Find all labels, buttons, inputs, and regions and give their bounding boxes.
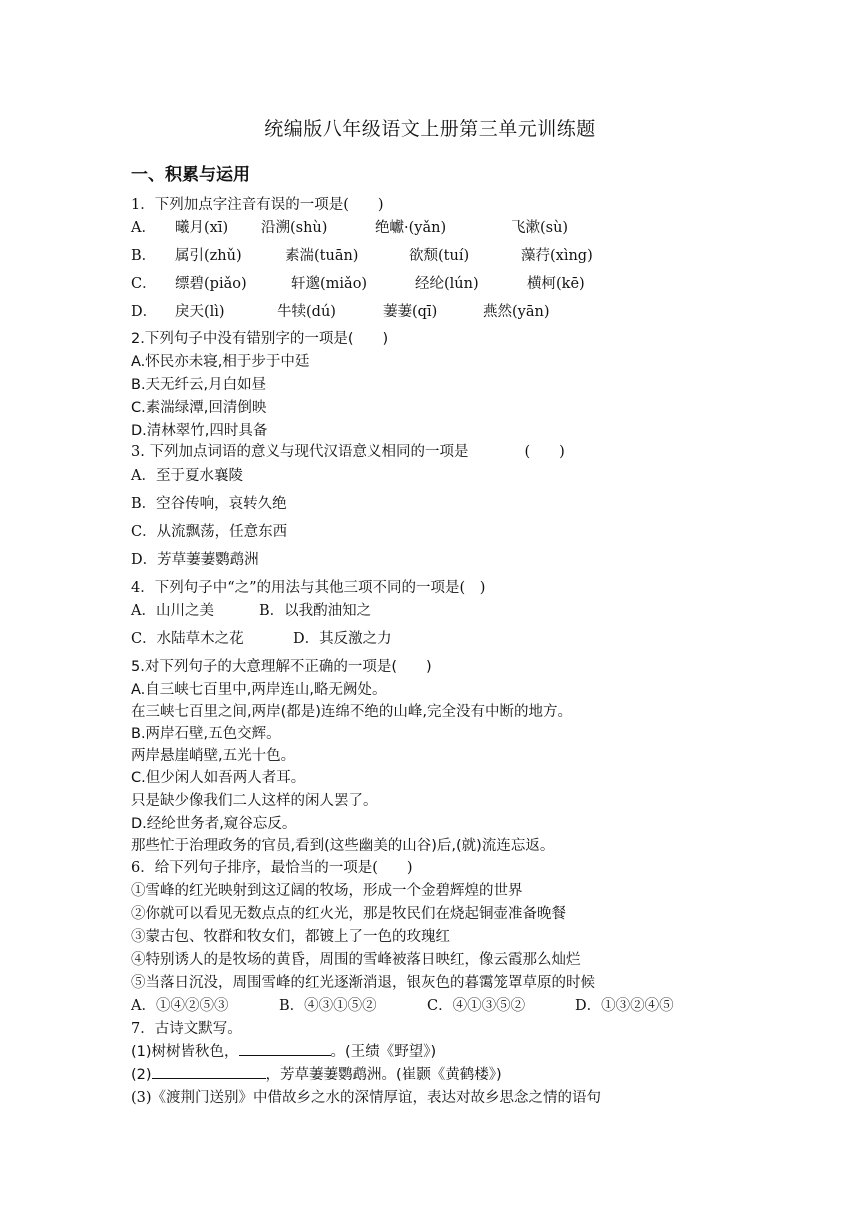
q6-sentence: ④特别诱人的是牧场的黄昏，周围的雪峰被落日映红，像云霞那么灿烂: [131, 952, 581, 968]
option-item: 藻荇(xìng): [521, 248, 593, 264]
q5-stem: 5.对下列句子的大意理解不正确的一项是( ): [131, 659, 432, 675]
answer-blank[interactable]: [152, 1077, 266, 1079]
q3-option-c: C．从流飘荡，任意东西: [131, 524, 288, 540]
q3-option-b: B．空谷传响，哀转久绝: [131, 496, 287, 512]
option-label: C．: [131, 276, 157, 292]
option-item: 素湍(tuān): [285, 248, 359, 264]
q1-option-c: [131, 277, 585, 292]
q1-option-a: [131, 221, 568, 236]
q4-stem: 4．下列句子中“之”的用法与其他三项不同的一项是( ): [131, 580, 486, 596]
q1-option-b: [131, 249, 593, 264]
q6-sentence: ①雪峰的红光映射到这辽阔的牧场，形成一个金碧辉煌的世界: [131, 883, 523, 899]
q5-line: 那些忙于治理政务的官员,看到(这些幽美的山谷)后,(就)流连忘返。: [131, 838, 555, 854]
q1-stem: 1．下列加点字注音有误的一项是( ): [131, 197, 384, 213]
q3-answer-paren: ( ): [524, 444, 565, 460]
q5-line: B.两岸石壁,五色交辉。: [131, 726, 281, 742]
q4-option-a: A．山川之美: [131, 603, 214, 619]
answer-blank[interactable]: [239, 1054, 331, 1056]
q2-option-b: B.天无纤云,月白如昼: [131, 377, 267, 393]
q5-line: A.自三峡七百里中,两岸连山,略无阙处。: [131, 682, 387, 698]
option-item: 轩邈(miǎo): [291, 276, 368, 292]
option-item: 萋萋(qī): [383, 304, 438, 320]
q6-option-b: B．④③①⑤②: [279, 998, 377, 1014]
q6-options: [131, 999, 674, 1014]
q4-options-ab: [131, 604, 371, 619]
q7-item-2-source: ，芳草萋萋鹦鹉洲。(崔颢《黄鹤楼》): [265, 1067, 502, 1083]
q3-stem: [131, 445, 565, 460]
option-item: 属引(zhǔ): [175, 248, 242, 264]
option-item: 燕然(yān): [483, 304, 550, 320]
section-heading: 一、积累与运用: [131, 165, 250, 185]
q5-line: 在三峡七百里之间,两岸(都是)连绵不绝的山峰,完全没有中断的地方。: [131, 704, 573, 720]
q7-stem: 7．古诗文默写。: [131, 1021, 242, 1037]
q2-option-d: D.清林翠竹,四时具备: [131, 423, 268, 439]
q4-option-c: C．水陆草木之花: [131, 631, 244, 647]
q7-item-2: [131, 1068, 502, 1083]
q4-option-b: B．以我酌油知之: [259, 603, 372, 619]
option-label: B．: [131, 248, 157, 264]
q6-sentence: ③蒙古包、牧群和牧女们，都镀上了一色的玫瑰红: [131, 929, 450, 945]
option-item: 飞漱(sù): [511, 220, 569, 236]
q6-option-a: A．①④②⑤③: [131, 998, 229, 1014]
q6-option-c: C．④①③⑤②: [427, 998, 526, 1014]
option-item: 曦月(xī): [175, 220, 229, 236]
option-item: 牛犊(dú): [277, 304, 336, 320]
q4-option-d: D．其反激之力: [293, 631, 392, 647]
q3-option-a: A．至于夏水襄陵: [131, 468, 243, 484]
q6-option-d: D．①③②④⑤: [575, 998, 674, 1014]
option-item: 沿溯(shù): [261, 220, 328, 236]
option-item: 欲颓(tuí): [409, 248, 470, 264]
q7-item-3: (3)《渡荆门送别》中借故乡之水的深情厚谊，表达对故乡思念之情的语句: [131, 1090, 602, 1106]
q7-item-1: [131, 1045, 436, 1060]
option-label: A．: [131, 220, 156, 236]
q5-line: 只是缺少像我们二人这样的闲人罢了。: [131, 793, 378, 809]
q7-item-2-text: (2): [131, 1067, 152, 1083]
option-item: 经纶(lún): [415, 276, 479, 292]
q2-option-a: A.怀民亦未寝,相于步于中廷: [131, 354, 310, 370]
option-item: 戾天(lì): [175, 304, 225, 320]
option-label: D．: [131, 304, 158, 320]
page-title: 统编版八年级语文上册第三单元训练题: [264, 118, 596, 140]
option-item: 绝巘·(yǎn): [375, 220, 447, 236]
q5-line: C.但少闲人如吾两人者耳。: [131, 770, 306, 786]
q6-sentence: ②你就可以看见无数点点的红火光，那是牧民们在烧起铜壶准备晚餐: [131, 906, 566, 922]
q1-option-d: [131, 305, 550, 320]
q3-stem-text: 3. 下列加点词语的意义与现代汉语意义相同的一项是: [131, 444, 469, 460]
q5-line: D.经纶世务者,窥谷忘反。: [131, 816, 297, 832]
q2-option-c: C.素湍绿潭,回清倒映: [131, 400, 267, 416]
q7-item-1-text: (1)树树皆秋色，: [131, 1044, 239, 1060]
q6-sentence: ⑤当落日沉没，周围雪峰的红光逐渐消退，银灰色的暮霭笼罩草原的时候: [131, 975, 595, 991]
q3-option-d: D．芳草萋萋鹦鹉洲: [131, 552, 259, 568]
q6-stem: 6．给下列句子排序，最恰当的一项是( ): [131, 860, 413, 876]
q7-item-1-source: 。(王绩《野望》): [330, 1044, 437, 1060]
option-item: 缥碧(piǎo): [175, 276, 247, 292]
q5-line: 两岸悬崖峭壁,五光十色。: [131, 748, 296, 764]
option-item: 横柯(kē): [527, 276, 585, 292]
q4-options-cd: [131, 632, 392, 647]
q2-stem: 2.下列句子中没有错别字的一项是( ): [131, 331, 389, 347]
